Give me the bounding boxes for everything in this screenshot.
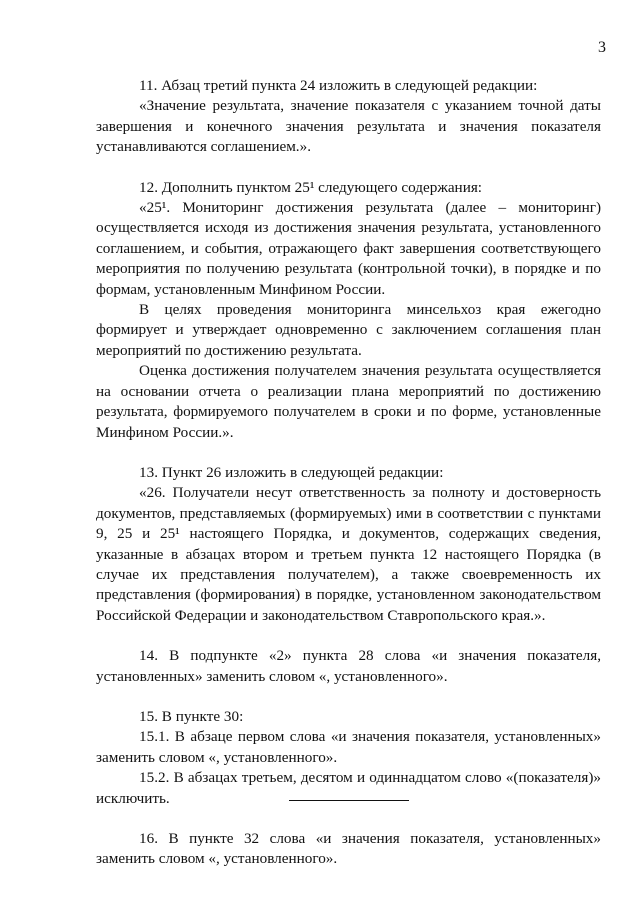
paragraph: «25¹. Мониторинг достижения результата (далее – мониторинг) осуществляется исходя из достижения значения результата, установленного соглашением, и события, отражающего факт завершения соответствующего мероприятия по получению результата (контрольной точки), в порядке и по формам, установленным Минфином России.: [96, 199, 601, 298]
section-11: [96, 76, 601, 158]
paragraph: 13. Пункт 26 изложить в следующей редакции:: [139, 463, 444, 481]
section-gap: [96, 443, 601, 463]
section-14: [96, 646, 601, 687]
paragraph: «26. Получатели несут ответственность за полноту и достоверность документов, представляемых (формируемых) ими в соответствии с пунктами 9, 25 и 25¹ настоящего Порядка, и документов, содержащих сведения, указанные в абзацах втором и третьем пункта 12 настоящего Порядка (в случае их представления получателем), а также своевременность их представления (формирования) в порядке, установленном законодательством Российской Федерации и законодательством Ставропольского края.».: [96, 484, 601, 624]
section-16: [96, 829, 601, 870]
section-gap: [96, 158, 601, 178]
section-gap: [96, 809, 601, 829]
section-15: [96, 707, 601, 809]
closing-rule: [289, 800, 409, 801]
paragraph: 12. Дополнить пунктом 25¹ следующего содержания:: [139, 178, 483, 196]
paragraph: 16. В пункте 32 слова «и значения показателя, установленных» заменить словом «, установленного».: [96, 830, 601, 868]
paragraph: 11. Абзац третий пункта 24 изложить в следующей редакции:: [139, 77, 538, 94]
paragraph: Оценка достижения получателем значения результата осуществляется на основании отчета о реализации плана мероприятий по достижению результата, формируемого получателем в сроки и по форме, установленные Минфином России.».: [96, 362, 601, 441]
section-12: [96, 178, 601, 443]
paragraph: 15.1. В абзаце первом слова «и значения показателя, установленных» заменить словом «, установленного».: [96, 728, 601, 766]
document-body: [96, 76, 601, 870]
paragraph: 15. В пункте 30:: [139, 707, 244, 725]
paragraph: 15.2. В абзацах третьем, десятом и одиннадцатом слово «(показателя)» исключить.: [96, 769, 601, 807]
paragraph: «Значение результата, значение показателя с указанием точной даты завершения и конечного значения результата и значения показателя устанавливаются соглашением.».: [96, 97, 601, 156]
section-gap: [96, 687, 601, 707]
paragraph: 14. В подпункте «2» пункта 28 слова «и значения показателя, установленных» заменить словом «, установленного».: [96, 647, 601, 685]
page-number: 3: [598, 39, 606, 56]
section-13: [96, 463, 601, 626]
paragraph: В целях проведения мониторинга минсельхоз края ежегодно формирует и утверждает одновременно с заключением соглашения план мероприятий по достижению результата.: [96, 301, 601, 359]
section-gap: [96, 626, 601, 646]
